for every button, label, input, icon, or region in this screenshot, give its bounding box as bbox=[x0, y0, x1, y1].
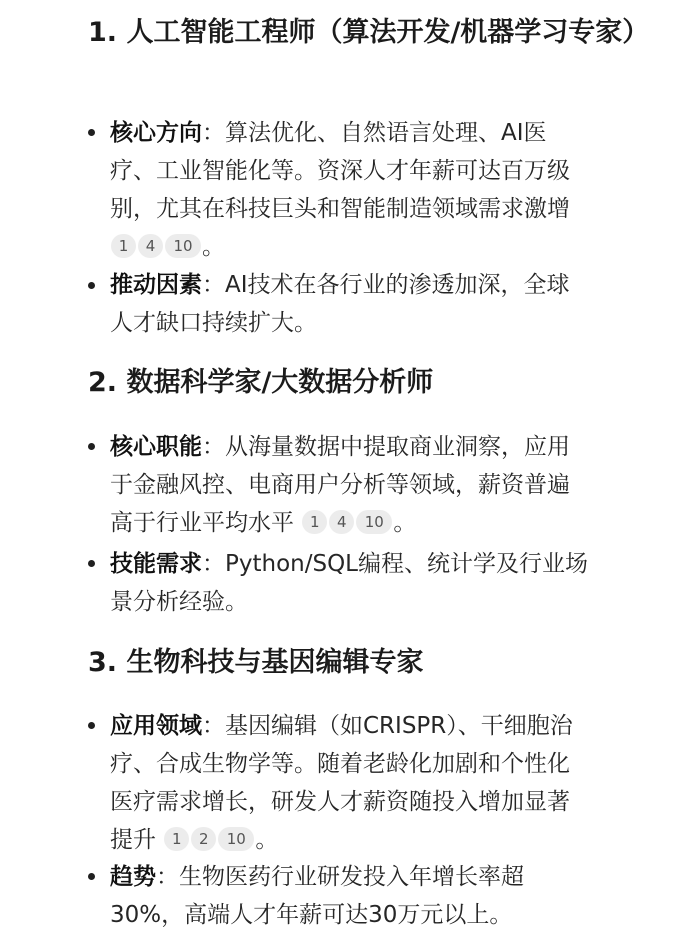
bullet-label: 趋势 bbox=[110, 864, 156, 890]
bullet-colon: ： bbox=[202, 713, 225, 739]
citation-badge[interactable]: 1 bbox=[302, 510, 327, 534]
bullet-text: 基因编辑（如CRISPR）、干细胞治疗、合成生物学等。随着老龄化加剧和个性化医疗需求增长，研发人才薪资随投入增加显著提升 bbox=[110, 713, 573, 853]
bullet-colon: ： bbox=[156, 864, 179, 890]
bullet-colon: ： bbox=[202, 551, 225, 577]
citation-badge[interactable]: 10 bbox=[356, 510, 392, 534]
bullet-colon: ： bbox=[202, 272, 225, 298]
bullet-text: Python/SQL编程、统计学及行业场景分析经验。 bbox=[110, 551, 588, 615]
section-1-title: 1. 人工智能工程师（算法开发/机器学习专家） bbox=[88, 17, 650, 48]
bullet-label: 核心职能 bbox=[110, 434, 202, 460]
bullet-label: 应用领域 bbox=[110, 713, 202, 739]
bullet-end: 。 bbox=[255, 827, 279, 853]
section-3-bullet-1 bbox=[88, 707, 588, 859]
section-2-title: 2. 数据科学家/大数据分析师 bbox=[88, 367, 434, 398]
bullet-label: 技能需求 bbox=[110, 551, 202, 577]
section-1-bullet-1 bbox=[88, 114, 588, 266]
citation-badge[interactable]: 4 bbox=[329, 510, 354, 534]
citation-badge[interactable]: 10 bbox=[165, 234, 201, 258]
citation-badge[interactable]: 1 bbox=[164, 827, 189, 851]
bullet-colon: ： bbox=[202, 434, 225, 460]
bullet-end: 。 bbox=[393, 510, 417, 536]
bullet-text: 生物医药行业研发投入年增长率超30%，高端人才年薪可达30万元以上。 bbox=[110, 864, 524, 928]
section-2-bullet-1 bbox=[88, 428, 588, 542]
section-2-bullet-2 bbox=[88, 545, 588, 621]
bullet-colon: ： bbox=[202, 120, 225, 146]
bullet-label: 推动因素 bbox=[110, 272, 202, 298]
bullet-text: 算法优化、自然语言处理、AI医疗、工业智能化等。资深人才年薪可达百万级别，尤其在科技巨头和智能制造领域需求激增 bbox=[110, 120, 570, 222]
citation-badge[interactable]: 4 bbox=[138, 234, 163, 258]
section-1-bullet-2 bbox=[88, 266, 588, 342]
citation-badge[interactable]: 2 bbox=[191, 827, 216, 851]
bullet-label: 核心方向 bbox=[110, 120, 202, 146]
bullet-text: AI技术在各行业的渗透加深，全球人才缺口持续扩大。 bbox=[110, 272, 570, 336]
bullet-end: 。 bbox=[202, 234, 225, 260]
citation-badge[interactable]: 1 bbox=[111, 234, 136, 258]
citation-badge[interactable]: 10 bbox=[218, 827, 254, 851]
section-3-title: 3. 生物科技与基因编辑专家 bbox=[88, 647, 424, 678]
section-3-bullet-2 bbox=[88, 858, 588, 934]
bullet-text: 从海量数据中提取商业洞察，应用于金融风控、电商用户分析等领域，薪资普遍高于行业平均水平 bbox=[110, 434, 570, 536]
